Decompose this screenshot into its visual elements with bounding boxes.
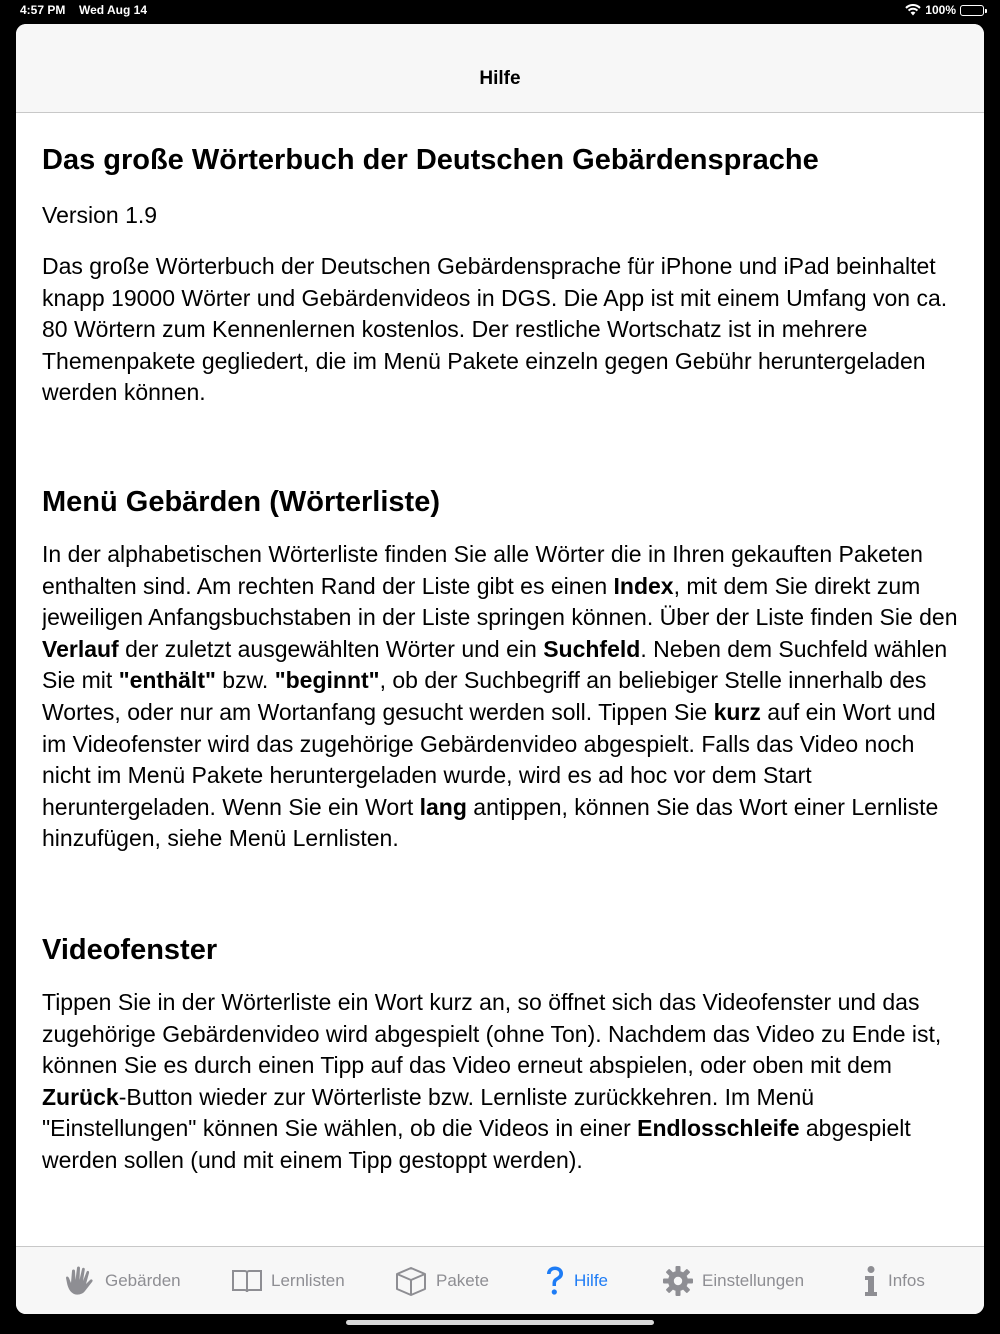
tab-infos[interactable] xyxy=(862,1247,925,1314)
tab-infos-label: Infos xyxy=(888,1271,925,1290)
question-icon xyxy=(544,1265,566,1297)
tab-hilfe[interactable] xyxy=(544,1247,608,1314)
navigation-bar xyxy=(16,24,984,113)
tab-gebaerden-label: Gebärden xyxy=(105,1271,181,1290)
section-heading-videofenster: Videofenster xyxy=(42,933,218,966)
home-indicator[interactable] xyxy=(346,1320,654,1325)
help-title: Das große Wörterbuch der Deutschen Gebärdensprache xyxy=(42,144,819,176)
tab-bar xyxy=(16,1246,984,1314)
section-heading-gebaerden: Menü Gebärden (Wörterliste) xyxy=(42,485,440,518)
version-text: Version 1.9 xyxy=(42,202,158,228)
status-right xyxy=(905,3,984,17)
page-title: Hilfe xyxy=(479,68,521,89)
info-icon xyxy=(862,1265,880,1297)
tab-pakete[interactable] xyxy=(394,1247,489,1314)
status-time: 4:57 PM xyxy=(20,3,66,17)
status-bar xyxy=(0,0,1000,22)
battery-percent: 100% xyxy=(925,3,956,17)
intro-paragraph: Das große Wörterbuch der Deutschen Gebärdensprache für iPhone und iPad beinhaltet knapp 19000 Wörter und Gebärdenvideos in DGS. Die App ist mit einem Umfang von ca. 80 Wörtern zum Kennenlernen kostenlos. Der restliche Wortschatz ist in mehrere Themenpakete gegliedert, die im Menü Pakete einzeln gegen Gebühr heruntergeladen werden können. xyxy=(42,253,948,406)
battery-icon xyxy=(960,5,984,16)
gear-icon xyxy=(662,1265,694,1297)
tab-pakete-label: Pakete xyxy=(436,1271,489,1290)
tab-lernlisten-label: Lernlisten xyxy=(271,1271,345,1290)
hand-icon xyxy=(65,1266,97,1296)
tab-lernlisten[interactable] xyxy=(231,1247,345,1314)
section-paragraph-videofenster: Tippen Sie in der Wörterliste ein Wort kurz an, so öffnet sich das Videofenster und das zugehörige Gebärdenvideo wird abgespielt (ohne Ton). Nachdem das Video zu Ende ist, können Sie es durch einen Tipp auf das Video erneut abspielen, oder oben mit dem Zurück-Button wieder zur Wörterliste bzw. Lernliste zurückkehren. Im Menü "Einstellungen" können Sie wählen, ob die Videos in einer Endlosschleife abgespielt werden sollen (und mit einem Tipp gestoppt werden). xyxy=(42,988,942,1173)
book-icon xyxy=(231,1268,263,1294)
tab-einstellungen-label: Einstellungen xyxy=(702,1271,805,1290)
tab-hilfe-label: Hilfe xyxy=(574,1271,609,1290)
help-sheet xyxy=(16,24,984,1314)
section-paragraph-gebaerden: In der alphabetischen Wörterliste finden Sie alle Wörter die in Ihren gekauften Paketen enthalten sind. Am rechten Rand der Liste gibt es einen Index, mit dem Sie direkt zum jeweiligen Anfangsbuchstaben in der Liste springen können. Über der Liste finden Sie den Verlauf der zuletzt ausgewählten Wörter und ein Suchfeld. Neben dem Suchfeld wählen Sie mit "enthält" bzw. "beginnt", ob der Suchbegriff an beliebiger Stelle innerhalb des Wortes, oder nur am Wortanfang gesucht werden soll. Tippen Sie kurz auf ein Wort und im Videofenster wird das zugehörige Gebärdenvideo abgespielt. Falls das Video noch nicht im Menü Pakete heruntergeladen wurde, wird es ad hoc vor dem Start heruntergeladen. Wenn Sie ein Wort lang antippen, können Sie das Wort einer Lernliste hinzufügen, siehe Menü Lernlisten. xyxy=(42,540,958,852)
wifi-icon xyxy=(905,4,921,16)
help-content[interactable] xyxy=(42,113,962,1246)
tab-einstellungen[interactable] xyxy=(662,1247,804,1314)
tab-gebaerden[interactable] xyxy=(65,1247,181,1314)
package-icon xyxy=(394,1265,428,1297)
status-date: Wed Aug 14 xyxy=(79,3,148,17)
